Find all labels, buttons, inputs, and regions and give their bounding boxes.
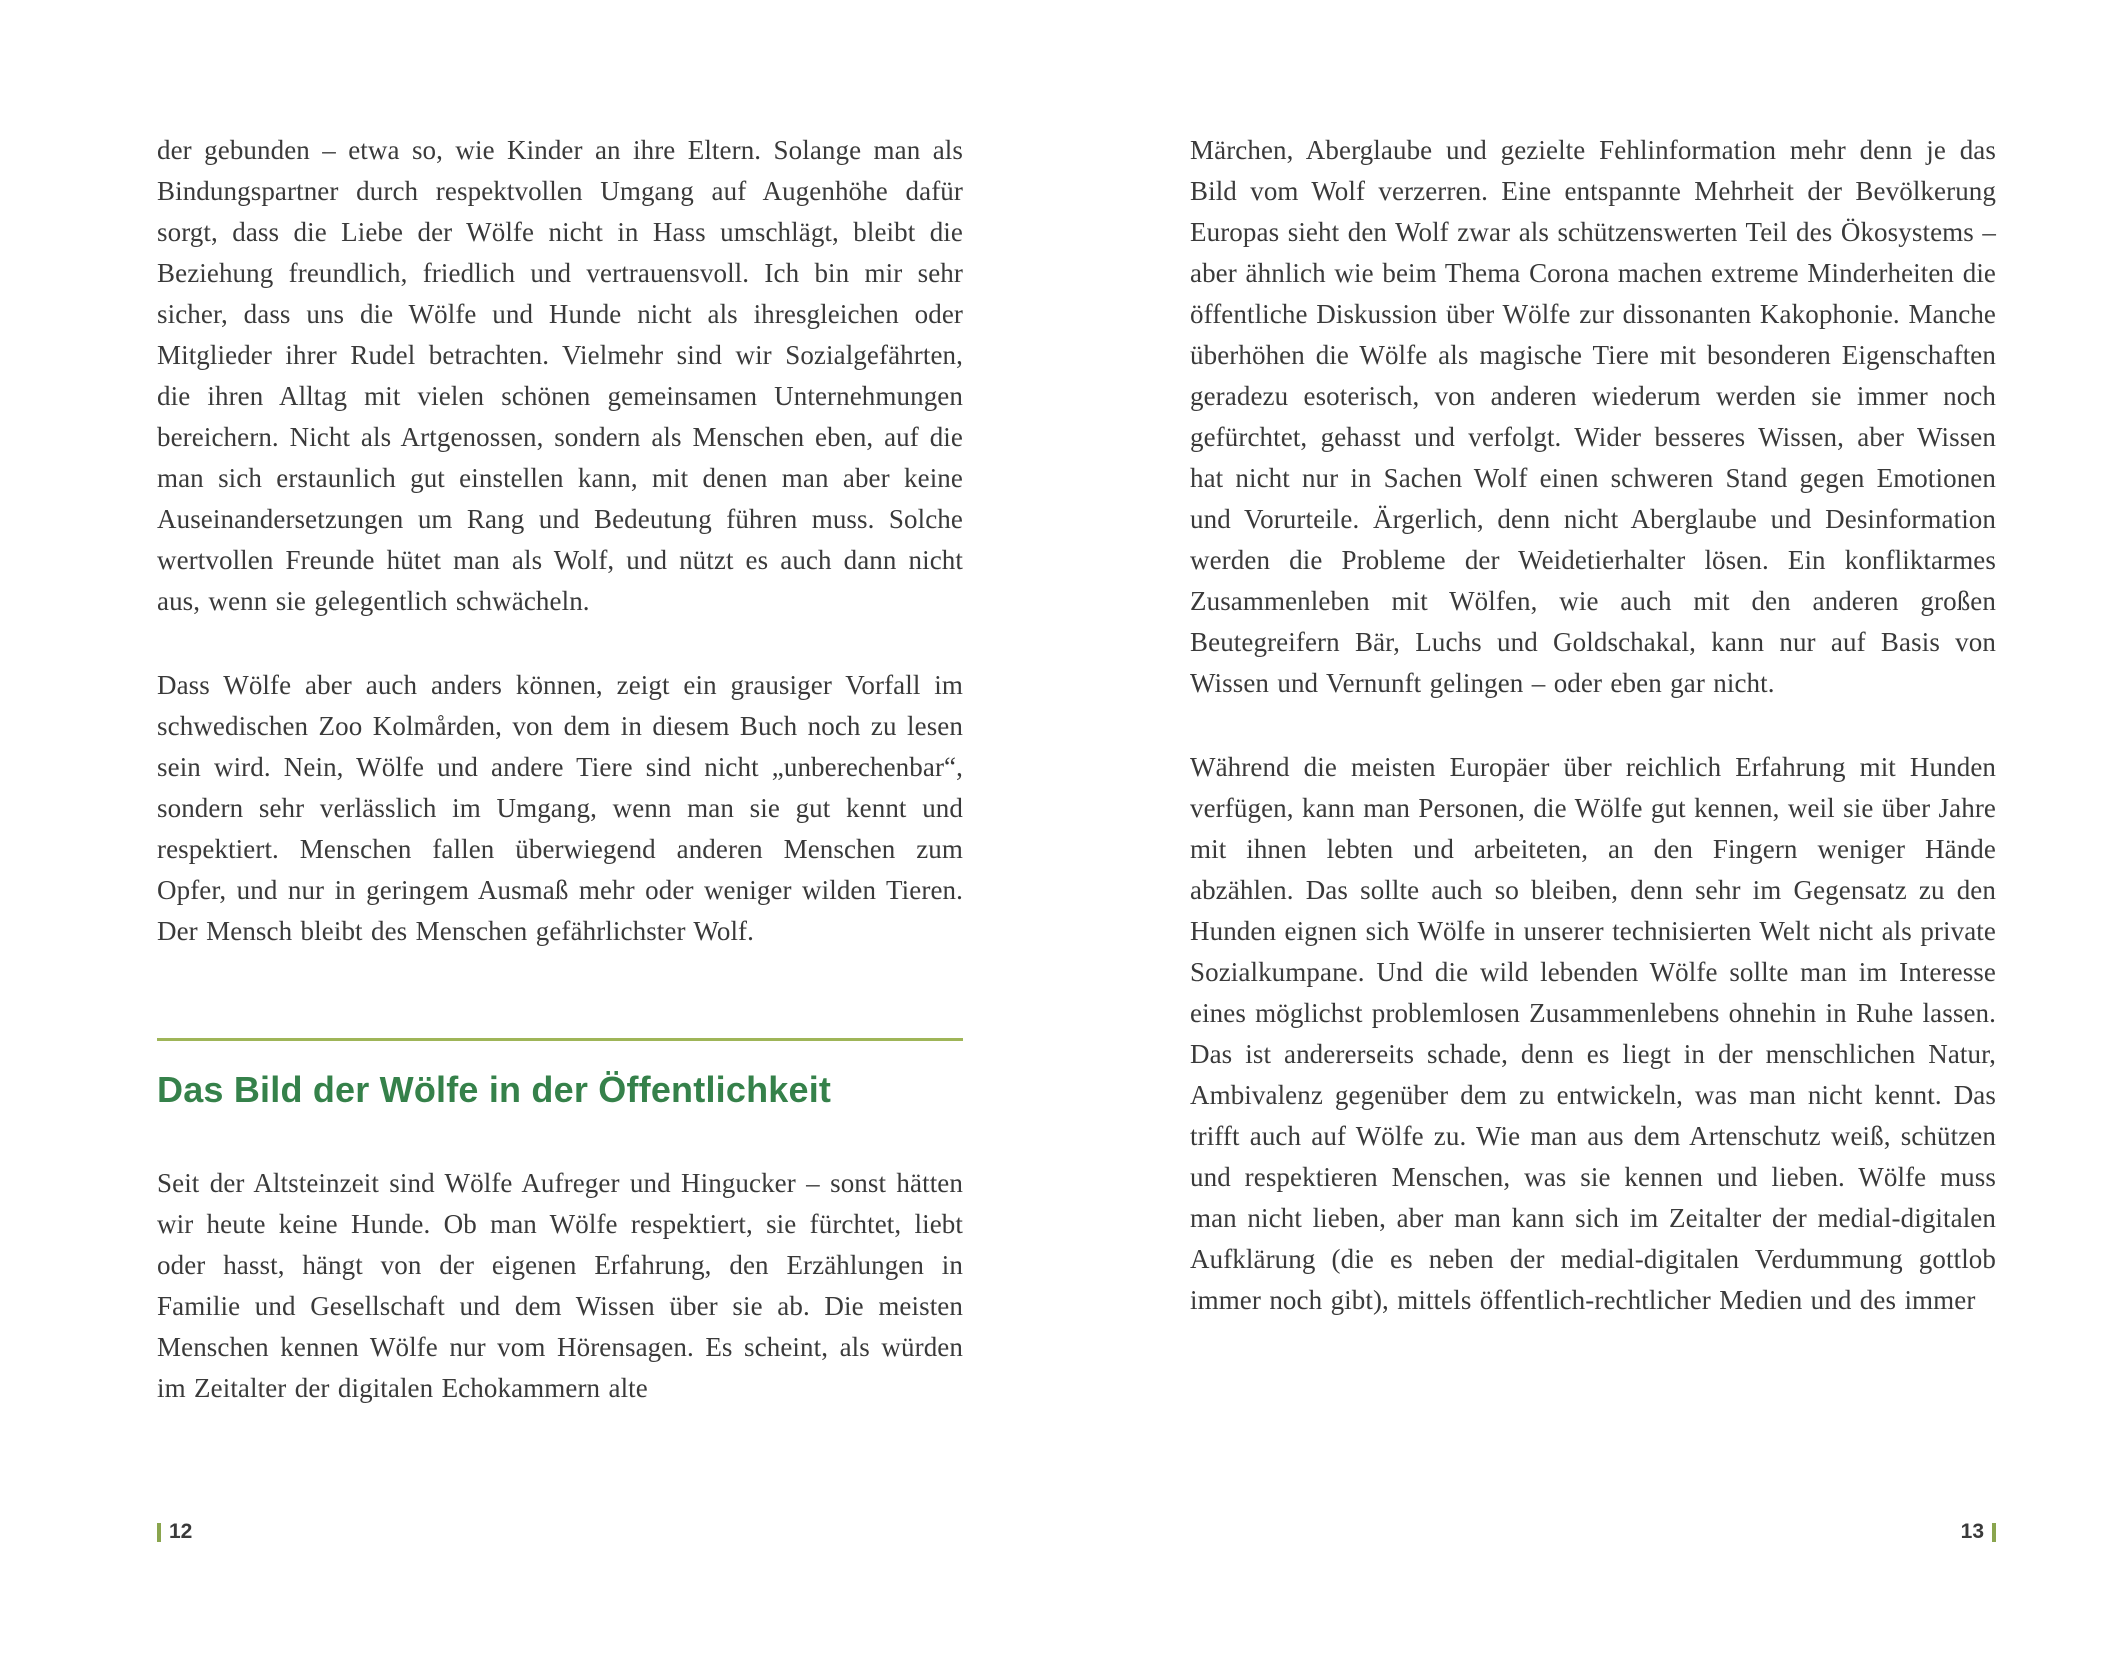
paragraph: Dass Wölfe aber auch anders können, zeigt ein grausiger Vorfall im schwedischen Zoo Kolmården, von dem in diesem Buch noch zu lesen sein wird. Nein, Wölfe und andere Tiere sind nicht „unberechenbar“, sondern sehr verlässlich im Umgang, wenn man sie gut kennt und respektiert. Menschen fallen überwiegend anderen Menschen zum Opfer, und nur in geringem Ausmaß mehr oder weniger wilden Tieren. Der Mensch bleibt des Menschen gefährlichster Wolf. xyxy=(157,670,963,946)
page-number-accent-bar xyxy=(1992,1523,1996,1542)
section-heading: Das Bild der Wölfe in der Öffentlichkeit xyxy=(157,1069,832,1110)
paragraph: Märchen, Aberglaube und gezielte Fehlinformation mehr denn je das Bild vom Wolf verzerren. Eine entspannte Mehrheit der Bevölkerung Europas sieht den Wolf zwar als schützenswerten Teil des Ökosystems – aber ähnlich wie beim Thema Corona machen extreme Minderheiten die öffentliche Diskussion über Wölfe zur dissonanten Kakophonie. Manche überhöhen die Wölfe als magische Tiere mit besonderen Eigenschaften geradezu esoterisch, von anderen wiederum werden sie immer noch gefürchtet, gehasst und verfolgt. Wider besseres Wissen, aber Wissen hat nicht nur in Sachen Wolf einen schweren Stand gegen Emotionen und Vorurteile. Ärgerlich, denn nicht Aberglaube und Desinformation werden die Probleme der Weidetierhalter lösen. Ein konfliktarmes Zusammenleben mit Wölfen, wie auch mit den anderen großen Beutegreifern Bär, Luchs und Goldschakal, kann nur auf Basis von Wissen und Vernunft gelingen – oder eben gar nicht. xyxy=(1190,135,1996,698)
page-number-left xyxy=(157,1520,192,1544)
paragraph: Seit der Altsteinzeit sind Wölfe Aufreger und Hingucker – sonst hätten wir heute keine Hunde. Ob man Wölfe respektiert, sie fürchtet, liebt oder hasst, hängt von der eigenen Erfahrung, den Erzählungen in Familie und Gesellschaft und dem Wissen über sie ab. Die meisten Menschen kennen Wölfe nur vom Hörensagen. Es scheint, als würden im Zeitalter der digitalen Echokammern alte xyxy=(157,1168,963,1404)
page-number: 12 xyxy=(169,1520,193,1543)
page-right xyxy=(1190,130,1996,1321)
page-number-right xyxy=(1961,1520,1996,1544)
section-divider-rule xyxy=(157,1038,963,1041)
page-left xyxy=(157,130,963,1409)
paragraph: der gebunden – etwa so, wie Kinder an ihre Eltern. Solange man als Bindungspartner durch respektvollen Umgang auf Augenhöhe dafür sorgt, dass die Liebe der Wölfe nicht in Hass umschlägt, bleibt die Beziehung freundlich, friedlich und vertrauensvoll. Ich bin mir sehr sicher, dass uns die Wölfe und Hunde nicht als ihresgleichen oder Mitglieder ihrer Rudel betrachten. Vielmehr sind wir Sozialgefährten, die ihren Alltag mit vielen schönen gemeinsamen Unternehmungen bereichern. Nicht als Artgenossen, sondern als Menschen eben, auf die man sich erstaunlich gut einstellen kann, mit denen man aber keine Auseinandersetzungen um Rang und Bedeutung führen muss. Solche wertvollen Freunde hütet man als Wolf, und nützt es auch dann nicht aus, wenn sie gelegentlich schwächeln. xyxy=(157,135,963,616)
page-number-accent-bar xyxy=(157,1523,161,1542)
paragraph: Während die meisten Europäer über reichlich Erfahrung mit Hunden verfügen, kann man Personen, die Wölfe gut kennen, weil sie über Jahre mit ihnen lebten und arbeiteten, an den Fingern weniger Hände abzählen. Das sollte auch so bleiben, denn sehr im Gegensatz zu den Hunden eignen sich Wölfe in unserer technisierten Welt nicht als private Sozialkumpane. Und die wild lebenden Wölfe sollte man im Interesse eines möglichst problemlosen Zusammenlebens ohnehin in Ruhe lassen. Das ist andererseits schade, denn es liegt in der menschlichen Natur, Ambivalenz gegenüber dem zu entwickeln, was man nicht kennt. Das trifft auch auf Wölfe zu. Wie man aus dem Artenschutz weiß, schützen und respektieren Menschen, was sie kennen und lieben. Wölfe muss man nicht lieben, aber man kann sich im Zeitalter der medial-digitalen Aufklärung (die es neben der medial-digitalen Verdummung gottlob immer noch gibt), mittels öffentlich-rechtlicher Medien und des immer xyxy=(1190,752,1996,1315)
page-number: 13 xyxy=(1960,1520,1984,1543)
